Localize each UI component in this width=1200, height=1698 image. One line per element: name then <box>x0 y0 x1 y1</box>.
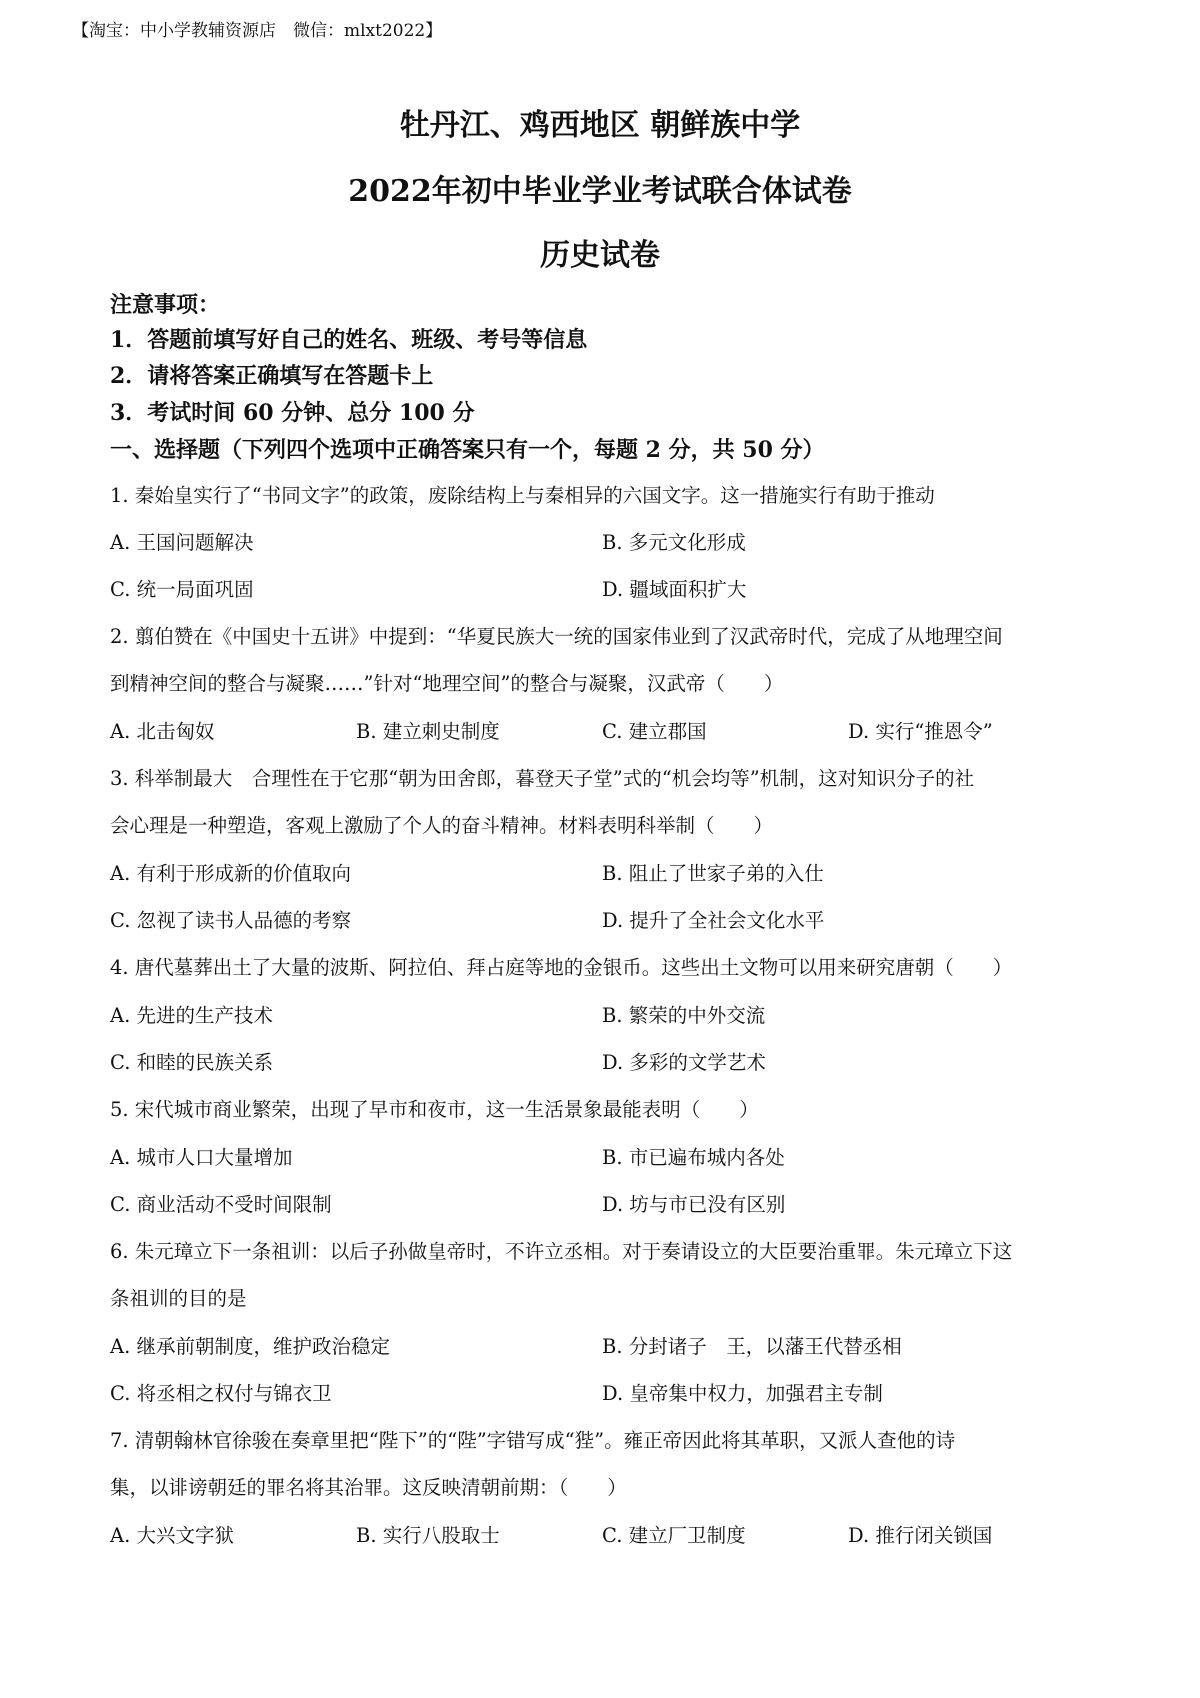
q4-option-b: B. 繁荣的中外交流 <box>602 1004 766 1027</box>
q1-option-b: B. 多元文化形成 <box>602 531 746 554</box>
q2-option-b: B. 建立刺史制度 <box>356 720 500 743</box>
q6-option-b: B. 分封诸子 王，以藩王代替丞相 <box>602 1335 902 1358</box>
q6-option-a: A. 继承前朝制度，维护政治稳定 <box>110 1335 390 1358</box>
notice-heading: 注意事项： <box>110 292 221 318</box>
question-7-text: 集，以诽谤朝廷的罪名将其治罪。这反映清朝前期：（ ） <box>110 1476 627 1499</box>
q2-option-d: D. 实行“推恩令” <box>848 720 993 743</box>
q5-option-c: C. 商业活动不受时间限制 <box>110 1193 332 1216</box>
question-3-text: 3. 科举制最大 合理性在于它那“朝为田舍郎，暮登天子堂”式的“机会均等”机制，这对知识分子的社 <box>110 767 975 790</box>
q2-option-a: A. 北击匈奴 <box>110 720 215 743</box>
watermark-text: 【淘宝：中小学教辅资源店 微信：mlxt2022】 <box>72 21 443 41</box>
q3-option-a: A. 有利于形成新的价值取向 <box>110 862 351 885</box>
q7-option-b: B. 实行八股取士 <box>356 1524 500 1547</box>
question-2-text: 到精神空间的整合与凝聚……”针对“地理空间”的整合与凝聚，汉武帝（ ） <box>110 672 784 695</box>
question-3-text: 会心理是一种塑造，客观上激励了个人的奋斗精神。材料表明科举制（ ） <box>110 814 774 837</box>
notice-item: 1．答题前填写好自己的姓名、班级、考号等信息 <box>110 327 588 353</box>
question-1-text: 1. 秦始皇实行了“书同文字”的政策，废除结构上与秦相异的六国文字。这一措施实行有助于推动 <box>110 484 935 507</box>
question-6-text: 6. 朱元璋立下一条祖训：以后子孙做皇帝时，不许立丞相。对于奏请设立的大臣要治重罪。朱元璋立下这 <box>110 1240 1013 1263</box>
exam-title-line3: 历史试卷 <box>540 238 660 273</box>
q7-option-c: C. 建立厂卫制度 <box>602 1524 746 1547</box>
q6-option-d: D. 皇帝集中权力，加强君主专制 <box>602 1382 883 1405</box>
q1-option-a: A. 王国问题解决 <box>110 531 254 554</box>
question-7-text: 7. 清朝翰林官徐骏在奏章里把“陛下”的“陛”字错写成“狴”。雍正帝因此将其革职，又派人查他的诗 <box>110 1429 956 1452</box>
notice-item: 3．考试时间 60 分钟、总分 100 分 <box>110 400 475 426</box>
question-4-text: 4. 唐代墓葬出土了大量的波斯、阿拉伯、拜占庭等地的金银币。这些出土文物可以用来研究唐朝（ ） <box>110 956 1013 979</box>
q5-option-a: A. 城市人口大量增加 <box>110 1146 293 1169</box>
q5-option-d: D. 坊与市已没有区别 <box>602 1193 786 1216</box>
q3-option-d: D. 提升了全社会文化水平 <box>602 909 825 932</box>
question-5-text: 5. 宋代城市商业繁荣，出现了早市和夜市，这一生活景象最能表明（ ） <box>110 1098 759 1121</box>
question-6-text: 条祖训的目的是 <box>110 1287 247 1310</box>
notice-item: 2．请将答案正确填写在答题卡上 <box>110 363 434 389</box>
q1-option-c: C. 统一局面巩固 <box>110 578 254 601</box>
q1-option-d: D. 疆域面积扩大 <box>602 578 747 601</box>
q5-option-b: B. 市已遍布城内各处 <box>602 1146 785 1169</box>
q7-option-d: D. 推行闭关锁国 <box>848 1524 993 1547</box>
exam-title-line1: 牡丹江、鸡西地区 朝鲜族中学 <box>399 108 801 143</box>
question-2-text: 2. 翦伯赞在《中国史十五讲》中提到：“华夏民族大一统的国家伟业到了汉武帝时代，完成了从地理空间 <box>110 625 1003 648</box>
exam-title-line2: 2022年初中毕业学业考试联合体试卷 <box>348 174 852 209</box>
q4-option-d: D. 多彩的文学艺术 <box>602 1051 766 1074</box>
q3-option-b: B. 阻止了世家子弟的入仕 <box>602 862 824 885</box>
q3-option-c: C. 忽视了读书人品德的考察 <box>110 909 352 932</box>
q4-option-a: A. 先进的生产技术 <box>110 1004 273 1027</box>
q6-option-c: C. 将丞相之权付与锦衣卫 <box>110 1382 332 1405</box>
q7-option-a: A. 大兴文字狱 <box>110 1524 234 1547</box>
q2-option-c: C. 建立郡国 <box>602 720 707 743</box>
section-title: 一、选择题（下列四个选项中正确答案只有一个，每题 2 分，共 50 分） <box>110 437 825 463</box>
q4-option-c: C. 和睦的民族关系 <box>110 1051 274 1074</box>
